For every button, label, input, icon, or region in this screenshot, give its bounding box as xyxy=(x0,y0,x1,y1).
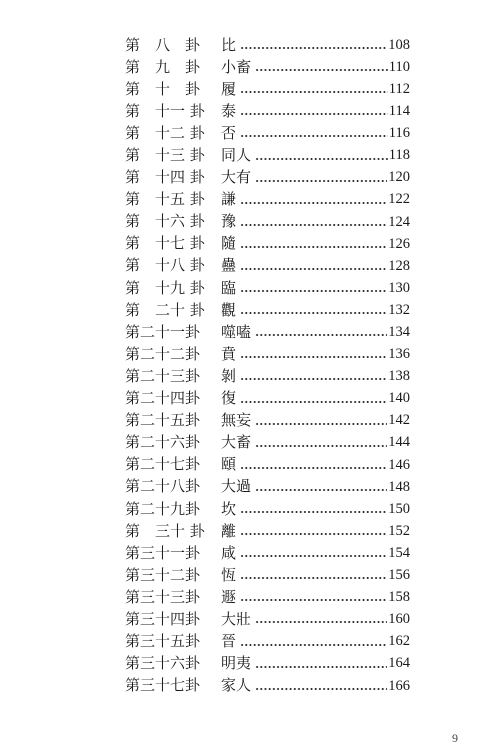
chapter-number: 第 十四 卦 xyxy=(125,168,205,187)
hexagram-name: 隨 xyxy=(221,234,237,253)
chapter-number: 第三十六卦 xyxy=(125,654,201,673)
dot-leader xyxy=(240,533,387,535)
hexagram-name: 大畜 xyxy=(221,433,252,452)
chapter-number: 第二十六卦 xyxy=(125,433,201,452)
dot-leader xyxy=(255,688,387,690)
page-reference: 156 xyxy=(388,567,410,584)
hexagram-name: 大過 xyxy=(221,477,252,496)
chapter-number: 第二十二卦 xyxy=(125,344,201,363)
page-reference: 132 xyxy=(388,301,410,318)
hexagram-name: 同人 xyxy=(221,146,252,165)
page-number: 9 xyxy=(452,731,458,745)
chapter-number: 第 八 卦 xyxy=(125,35,201,54)
chapter-number: 第 十一 卦 xyxy=(125,101,205,120)
hexagram-name: 離 xyxy=(221,521,237,540)
toc-entry xyxy=(125,144,410,166)
dot-leader xyxy=(240,113,388,115)
toc-entry xyxy=(125,675,410,697)
toc-entry xyxy=(125,586,410,608)
dot-leader xyxy=(255,489,387,491)
toc-entry xyxy=(125,277,410,299)
dot-leader xyxy=(240,644,387,646)
page-reference: 108 xyxy=(388,36,410,53)
dot-leader xyxy=(240,268,387,270)
dot-leader xyxy=(240,599,387,601)
hexagram-name: 咸 xyxy=(221,543,237,562)
hexagram-name: 賁 xyxy=(221,344,237,363)
hexagram-name: 噬嗑 xyxy=(221,322,252,341)
toc-entry xyxy=(125,56,410,78)
page-reference: 116 xyxy=(388,125,410,142)
dot-leader xyxy=(240,401,387,403)
hexagram-name: 剝 xyxy=(221,366,237,385)
dot-leader xyxy=(240,312,387,314)
chapter-number: 第三十四卦 xyxy=(125,609,201,628)
table-of-contents xyxy=(125,34,410,697)
dot-leader xyxy=(240,202,387,204)
hexagram-name: 臨 xyxy=(221,278,237,297)
toc-entry xyxy=(125,454,410,476)
chapter-number: 第 十五 卦 xyxy=(125,190,205,209)
chapter-number: 第三十七卦 xyxy=(125,676,201,695)
dot-leader xyxy=(240,246,387,248)
toc-entry xyxy=(125,520,410,542)
chapter-number: 第二十九卦 xyxy=(125,499,201,518)
hexagram-name: 無妄 xyxy=(221,411,252,430)
dot-leader xyxy=(240,224,387,226)
toc-entry xyxy=(125,255,410,277)
chapter-number: 第二十三卦 xyxy=(125,366,201,385)
page-reference: 118 xyxy=(388,147,410,164)
page-reference: 114 xyxy=(388,103,410,120)
chapter-number: 第 十二 卦 xyxy=(125,123,205,142)
page-reference: 130 xyxy=(388,279,410,296)
dot-leader xyxy=(255,69,388,71)
chapter-number: 第二十七卦 xyxy=(125,455,201,474)
chapter-number: 第三十一卦 xyxy=(125,543,201,562)
hexagram-name: 大壯 xyxy=(221,609,252,628)
chapter-number: 第 十三 卦 xyxy=(125,146,205,165)
toc-entry xyxy=(125,122,410,144)
page-reference: 144 xyxy=(388,434,410,451)
page-reference: 136 xyxy=(388,346,410,363)
hexagram-name: 小畜 xyxy=(221,57,252,76)
hexagram-name: 蠱 xyxy=(221,256,237,275)
chapter-number: 第 十六 卦 xyxy=(125,212,205,231)
hexagram-name: 坎 xyxy=(221,499,237,518)
toc-entry xyxy=(125,410,410,432)
toc-entry xyxy=(125,365,410,387)
chapter-number: 第 二十 卦 xyxy=(125,300,205,319)
page-reference: 138 xyxy=(388,368,410,385)
toc-entry xyxy=(125,100,410,122)
page-reference: 124 xyxy=(388,213,410,230)
chapter-number: 第二十五卦 xyxy=(125,411,201,430)
dot-leader xyxy=(255,180,387,182)
hexagram-name: 泰 xyxy=(221,101,237,120)
dot-leader xyxy=(240,577,387,579)
hexagram-name: 復 xyxy=(221,389,237,408)
hexagram-name: 豫 xyxy=(221,212,237,231)
hexagram-name: 比 xyxy=(221,35,237,54)
toc-entry xyxy=(125,608,410,630)
toc-entry xyxy=(125,167,410,189)
page-reference: 128 xyxy=(388,257,410,274)
hexagram-name: 遯 xyxy=(221,587,237,606)
page-reference: 164 xyxy=(388,655,410,672)
page-reference: 152 xyxy=(388,522,410,539)
dot-leader xyxy=(240,47,387,49)
page-reference: 110 xyxy=(388,58,410,75)
page-reference: 140 xyxy=(388,390,410,407)
toc-entry xyxy=(125,476,410,498)
hexagram-name: 履 xyxy=(221,79,237,98)
dot-leader xyxy=(255,621,387,623)
page-reference: 120 xyxy=(388,169,410,186)
toc-entry xyxy=(125,388,410,410)
chapter-number: 第 十七 卦 xyxy=(125,234,205,253)
page-reference: 146 xyxy=(388,456,410,473)
hexagram-name: 大有 xyxy=(221,168,252,187)
chapter-number: 第 十九 卦 xyxy=(125,278,205,297)
toc-entry xyxy=(125,542,410,564)
chapter-number: 第二十一卦 xyxy=(125,322,201,341)
hexagram-name: 晉 xyxy=(221,632,237,651)
chapter-number: 第 十 卦 xyxy=(125,79,201,98)
dot-leader xyxy=(255,666,387,668)
page-reference: 142 xyxy=(388,412,410,429)
dot-leader xyxy=(240,290,387,292)
toc-entry xyxy=(125,432,410,454)
page-reference: 162 xyxy=(388,633,410,650)
dot-leader xyxy=(255,158,388,160)
chapter-number: 第三十二卦 xyxy=(125,565,201,584)
chapter-number: 第三十三卦 xyxy=(125,587,201,606)
toc-entry xyxy=(125,321,410,343)
dot-leader xyxy=(240,555,387,557)
dot-leader xyxy=(240,378,387,380)
dot-leader xyxy=(240,467,387,469)
hexagram-name: 觀 xyxy=(221,300,237,319)
hexagram-name: 明夷 xyxy=(221,654,252,673)
hexagram-name: 否 xyxy=(221,123,237,142)
page-reference: 122 xyxy=(388,191,410,208)
toc-entry xyxy=(125,631,410,653)
page-reference: 158 xyxy=(388,589,410,606)
dot-leader xyxy=(240,91,388,93)
page-reference: 126 xyxy=(388,235,410,252)
toc-entry xyxy=(125,653,410,675)
chapter-number: 第 九 卦 xyxy=(125,57,201,76)
chapter-number: 第二十四卦 xyxy=(125,389,201,408)
dot-leader xyxy=(240,511,387,513)
toc-entry xyxy=(125,78,410,100)
toc-entry xyxy=(125,34,410,56)
page-reference: 134 xyxy=(388,324,410,341)
chapter-number: 第 三十 卦 xyxy=(125,521,205,540)
toc-entry xyxy=(125,343,410,365)
hexagram-name: 頤 xyxy=(221,455,237,474)
hexagram-name: 家人 xyxy=(221,676,252,695)
toc-entry xyxy=(125,564,410,586)
dot-leader xyxy=(240,135,388,137)
dot-leader xyxy=(255,423,387,425)
toc-entry xyxy=(125,211,410,233)
dot-leader xyxy=(255,334,387,336)
chapter-number: 第二十八卦 xyxy=(125,477,201,496)
page-reference: 166 xyxy=(388,677,410,694)
page-reference: 112 xyxy=(388,80,410,97)
dot-leader xyxy=(240,356,387,358)
toc-entry xyxy=(125,498,410,520)
page-reference: 150 xyxy=(388,500,410,517)
page-reference: 154 xyxy=(388,544,410,561)
hexagram-name: 恆 xyxy=(221,565,237,584)
dot-leader xyxy=(255,445,387,447)
toc-entry xyxy=(125,299,410,321)
chapter-number: 第 十八 卦 xyxy=(125,256,205,275)
toc-entry xyxy=(125,233,410,255)
page-reference: 148 xyxy=(388,478,410,495)
toc-entry xyxy=(125,189,410,211)
hexagram-name: 謙 xyxy=(221,190,237,209)
page-reference: 160 xyxy=(388,611,410,628)
chapter-number: 第三十五卦 xyxy=(125,632,201,651)
